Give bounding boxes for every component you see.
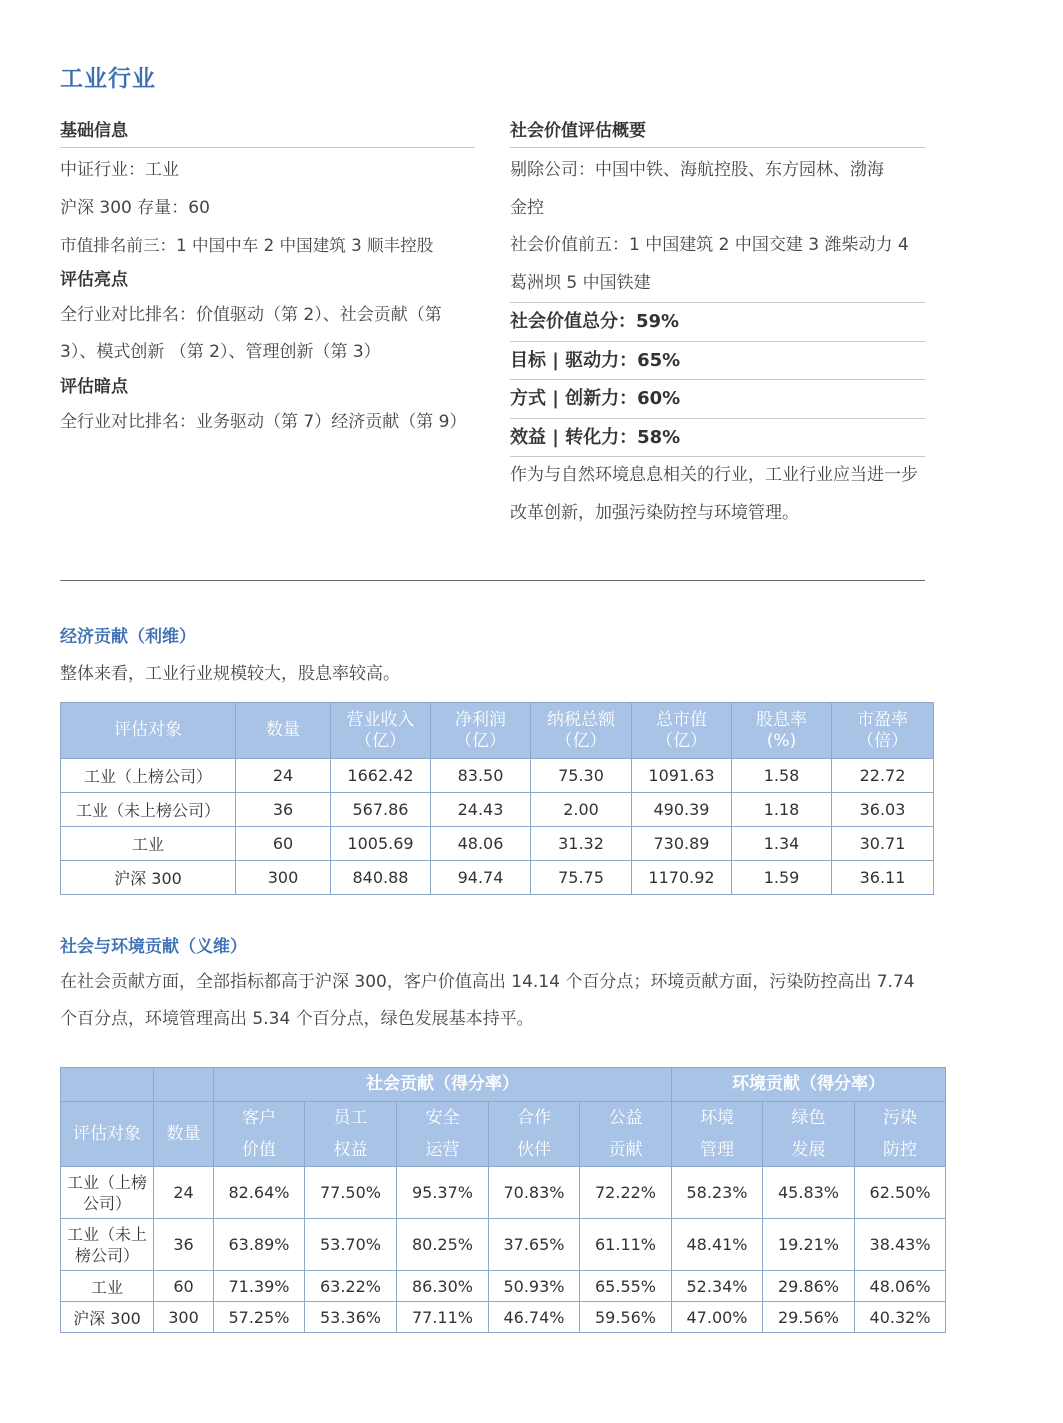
header-blank-cell [61, 1068, 154, 1102]
econ-col-market-cap: 总市值 （亿） [632, 703, 732, 759]
table-row [61, 861, 934, 895]
table-cell: 840.88 [331, 861, 431, 895]
table-cell: 1170.92 [632, 861, 732, 895]
table-row [61, 793, 934, 827]
basic-info-heading: 基础信息 [60, 118, 475, 148]
table-cell: 36 [154, 1219, 214, 1271]
innovation-score: 方式 | 创新力：60% [510, 380, 925, 419]
table-cell: 24 [236, 759, 331, 793]
social-env-table [60, 1067, 946, 1333]
table-cell: 36.11 [832, 861, 934, 895]
table-cell: 36 [236, 793, 331, 827]
table-cell: 83.50 [431, 759, 531, 793]
econ-col-dividend-yield: 股息率 (%) [732, 703, 832, 759]
econ-col-revenue: 营业收入 （亿） [331, 703, 431, 759]
table-cell: 730.89 [632, 827, 732, 861]
table-cell: 57.25% [214, 1302, 305, 1333]
table-row [61, 1271, 946, 1302]
econ-section-title: 经济贡献（利维） [60, 627, 196, 647]
table-cell: 22.72 [832, 759, 934, 793]
col-green-development: 绿色 发展 [763, 1102, 855, 1167]
social-header-group-row [61, 1068, 946, 1102]
social-intro: 在社会贡献方面，全部指标都高于沪深 300，客户价值高出 14.14 个百分点；环境贡献方面，污染防控高出 7.74 个百分点，环境管理高出 5.34 个百分点，绿色发展基本持平。 [60, 972, 915, 1029]
table-cell: 29.86% [763, 1271, 855, 1302]
table-row [61, 1219, 946, 1271]
table-cell: 47.00% [672, 1302, 763, 1333]
top3-market-cap-line: 市值排名前三：1 中国中车 2 中国建筑 3 顺丰控股 [60, 236, 434, 255]
table-cell: 46.74% [489, 1302, 580, 1333]
col-pollution-control: 污染 防控 [855, 1102, 946, 1167]
highlights-heading: 评估亮点 [60, 269, 128, 290]
table-cell: 1.58 [732, 759, 832, 793]
table-row [61, 827, 934, 861]
table-cell: 工业 [61, 1271, 154, 1302]
industry-line: 中证行业：工业 [60, 160, 179, 180]
table-cell: 53.36% [305, 1302, 397, 1333]
table-cell: 沪深 300 [61, 861, 236, 895]
summary-text: 作为与自然环境息息相关的行业，工业行业应当进一步改革创新，加强污染防控与环境管理。 [510, 465, 918, 523]
table-cell: 63.89% [214, 1219, 305, 1271]
weak-points-text: 全行业对比排名：业务驱动（第 7）经济贡献（第 9） [60, 411, 467, 432]
page-title: 工业行业 [60, 66, 156, 92]
conversion-score: 效益 | 转化力：58% [510, 419, 925, 458]
summary-heading: 社会价值评估概要 [510, 118, 925, 148]
table-cell: 1662.42 [331, 759, 431, 793]
table-cell: 48.41% [672, 1219, 763, 1271]
table-cell: 75.75 [531, 861, 632, 895]
table-cell: 70.83% [489, 1167, 580, 1219]
social-header-row [61, 1102, 946, 1167]
table-cell: 65.55% [580, 1271, 672, 1302]
table-cell: 24 [154, 1167, 214, 1219]
table-cell: 2.00 [531, 793, 632, 827]
table-cell: 86.30% [397, 1271, 489, 1302]
table-row [61, 1167, 946, 1219]
social-section-title: 社会与环境贡献（义维） [60, 937, 247, 957]
table-cell: 31.32 [531, 827, 632, 861]
section-divider [60, 580, 925, 581]
table-cell: 60 [154, 1271, 214, 1302]
table-cell: 63.22% [305, 1271, 397, 1302]
table-cell: 1005.69 [331, 827, 431, 861]
group-env-contribution: 环境贡献（得分率） [672, 1068, 946, 1102]
table-cell: 82.64% [214, 1167, 305, 1219]
table-cell: 77.11% [397, 1302, 489, 1333]
table-cell: 50.93% [489, 1271, 580, 1302]
weak-points-heading: 评估暗点 [60, 376, 128, 397]
econ-col-object: 评估对象 [61, 703, 236, 759]
table-cell: 工业（未上榜公司） [61, 1219, 154, 1271]
table-cell: 62.50% [855, 1167, 946, 1219]
total-score: 社会价值总分：59% [510, 302, 925, 342]
table-cell: 29.56% [763, 1302, 855, 1333]
econ-header-row [61, 703, 934, 759]
drive-score: 目标 | 驱动力：65% [510, 342, 925, 381]
table-cell: 工业（上榜公司） [61, 1167, 154, 1219]
table-cell: 45.83% [763, 1167, 855, 1219]
table-cell: 工业 [61, 827, 236, 861]
basic-info-column [60, 118, 475, 441]
csi300-count-line: 沪深 300 存量：60 [60, 197, 210, 218]
table-row [61, 759, 934, 793]
table-cell: 沪深 300 [61, 1302, 154, 1333]
table-cell: 72.22% [580, 1167, 672, 1219]
table-cell: 75.30 [531, 759, 632, 793]
table-cell: 1.18 [732, 793, 832, 827]
econ-col-tax: 纳税总额 （亿） [531, 703, 632, 759]
table-cell: 30.71 [832, 827, 934, 861]
table-cell: 60 [236, 827, 331, 861]
table-cell: 52.34% [672, 1271, 763, 1302]
table-cell: 300 [236, 861, 331, 895]
social-col-count: 数量 [154, 1102, 214, 1167]
econ-col-count: 数量 [236, 703, 331, 759]
table-cell: 36.03 [832, 793, 934, 827]
econ-table [60, 702, 934, 895]
table-cell: 1091.63 [632, 759, 732, 793]
table-cell: 80.25% [397, 1219, 489, 1271]
excluded-companies-text: 剔除公司：中国中铁、海航控股、东方园林、渤海金控 [510, 160, 884, 218]
econ-col-pe-ratio: 市盈率 （倍） [832, 703, 934, 759]
table-cell: 1.59 [732, 861, 832, 895]
table-cell: 300 [154, 1302, 214, 1333]
social-value-summary-column [510, 118, 925, 532]
col-safe-operation: 安全 运营 [397, 1102, 489, 1167]
table-cell: 24.43 [431, 793, 531, 827]
table-row [61, 1302, 946, 1333]
table-cell: 40.32% [855, 1302, 946, 1333]
table-cell: 95.37% [397, 1167, 489, 1219]
table-cell: 61.11% [580, 1219, 672, 1271]
col-public-welfare: 公益 贡献 [580, 1102, 672, 1167]
table-cell: 1.34 [732, 827, 832, 861]
top5-social-value-text: 社会价值前五：1 中国建筑 2 中国交建 3 潍柴动力 4 葛洲坝 5 中国铁建 [510, 235, 909, 293]
social-col-object: 评估对象 [61, 1102, 154, 1167]
col-env-management: 环境 管理 [672, 1102, 763, 1167]
col-customer-value: 客户 价值 [214, 1102, 305, 1167]
table-cell: 48.06% [855, 1271, 946, 1302]
table-cell: 38.43% [855, 1219, 946, 1271]
table-cell: 工业（未上榜公司） [61, 793, 236, 827]
table-cell: 19.21% [763, 1219, 855, 1271]
table-cell: 48.06 [431, 827, 531, 861]
group-social-contribution: 社会贡献（得分率） [214, 1068, 672, 1102]
table-cell: 37.65% [489, 1219, 580, 1271]
col-employee-rights: 员工 权益 [305, 1102, 397, 1167]
econ-col-net-profit: 净利润 （亿） [431, 703, 531, 759]
col-partners: 合作 伙伴 [489, 1102, 580, 1167]
table-cell: 71.39% [214, 1271, 305, 1302]
table-cell: 567.86 [331, 793, 431, 827]
table-cell: 53.70% [305, 1219, 397, 1271]
highlights-text: 全行业对比排名：价值驱动（第 2）、社会贡献（第 3）、模式创新 （第 2）、管理创新（第 3） [60, 304, 442, 362]
header-blank-cell [154, 1068, 214, 1102]
table-cell: 59.56% [580, 1302, 672, 1333]
econ-intro: 整体来看，工业行业规模较大，股息率较高。 [60, 664, 400, 684]
table-cell: 58.23% [672, 1167, 763, 1219]
table-cell: 94.74 [431, 861, 531, 895]
table-cell: 工业（上榜公司） [61, 759, 236, 793]
table-cell: 490.39 [632, 793, 732, 827]
table-cell: 77.50% [305, 1167, 397, 1219]
